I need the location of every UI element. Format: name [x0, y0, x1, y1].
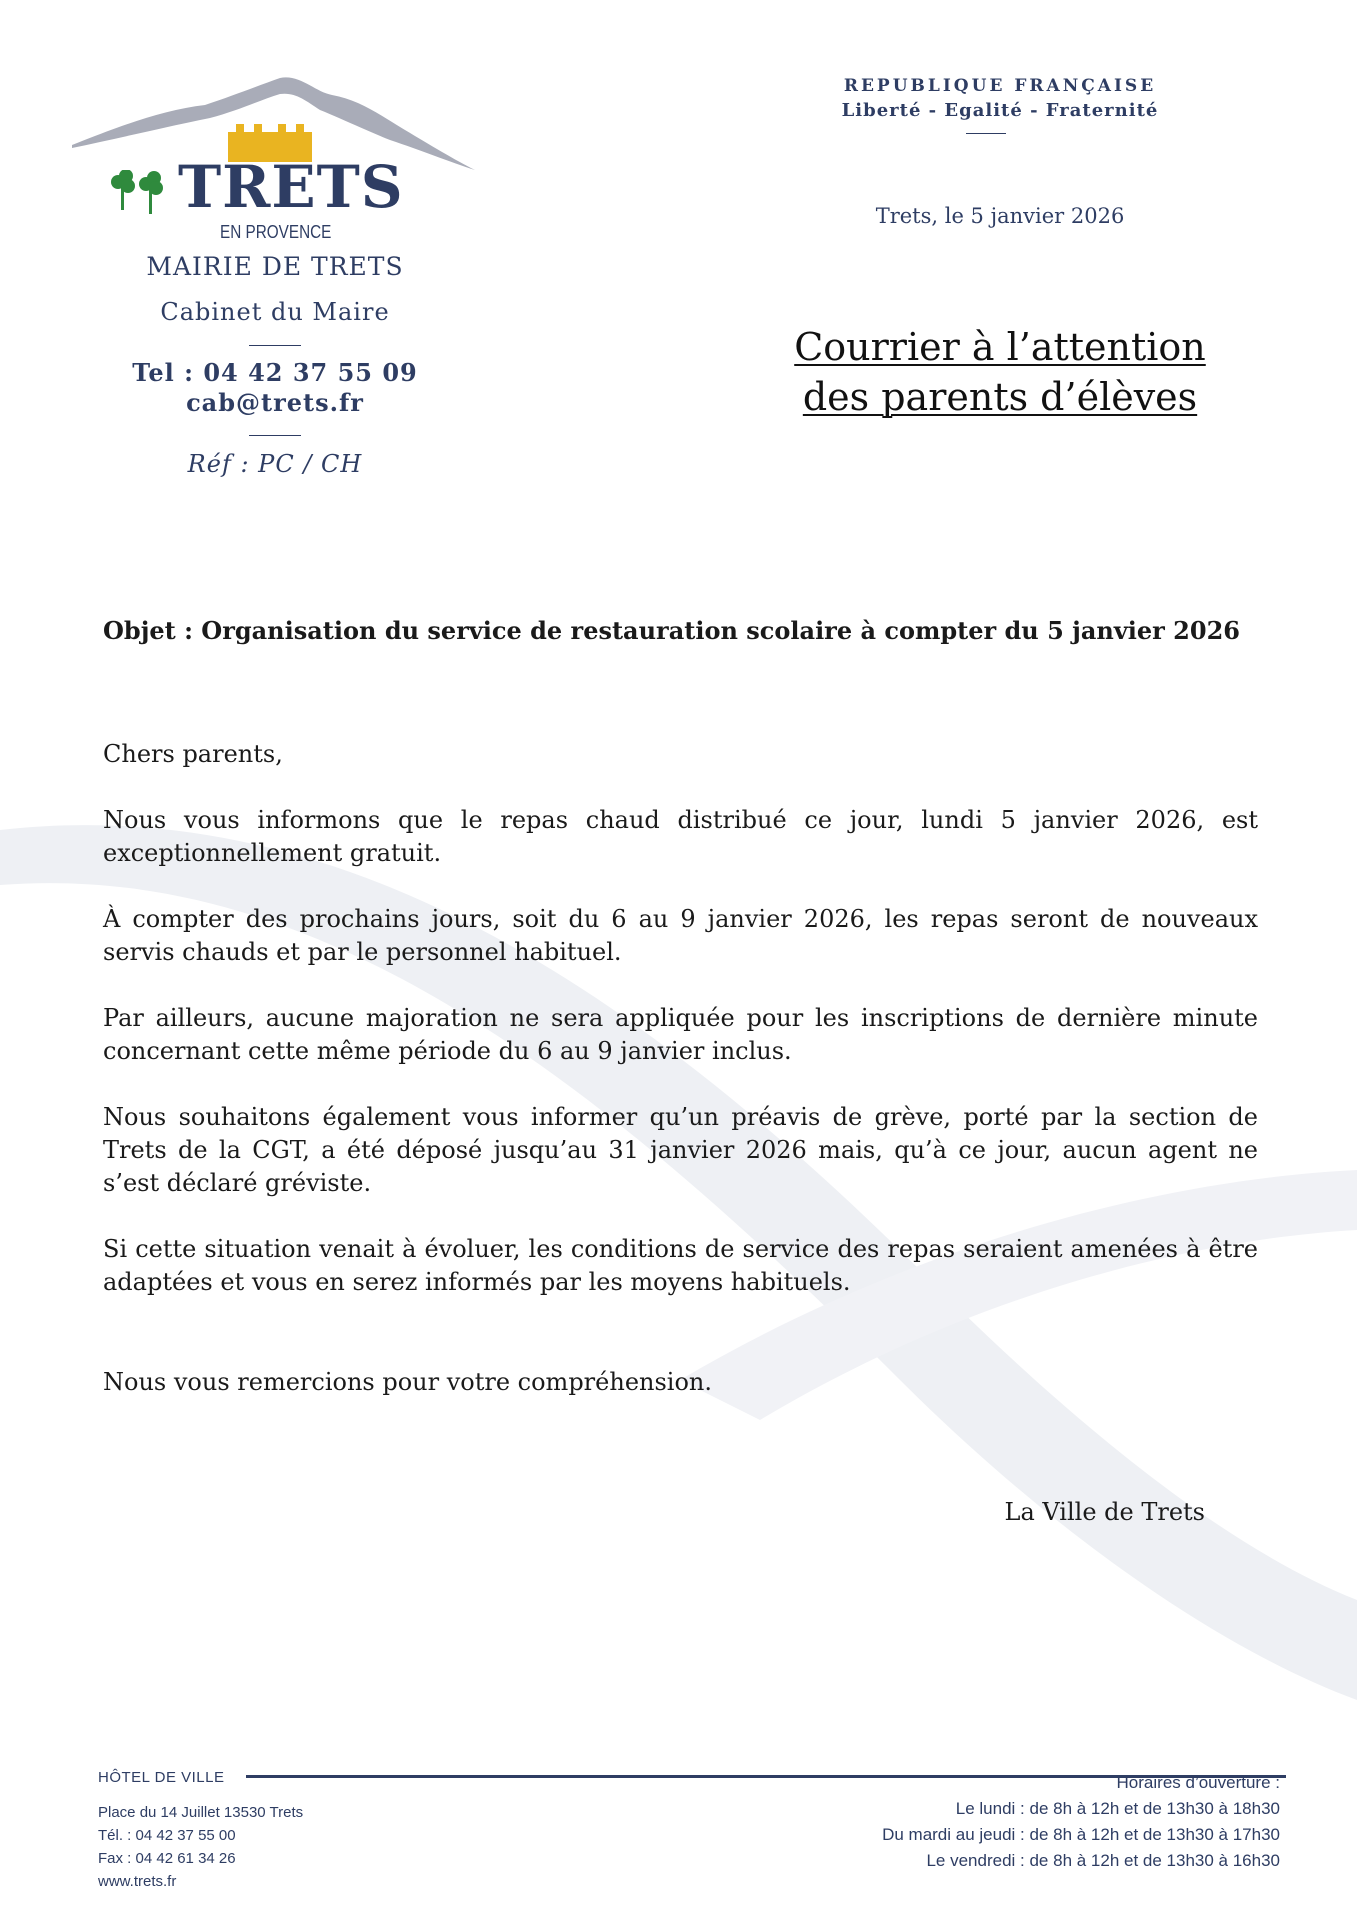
hours-line: Du mardi au jeudi : de 8h à 12h et de 13h30 à 17h30 [882, 1825, 1280, 1844]
letter-paragraph: Par ailleurs, aucune majoration ne sera appliquée pour les inscriptions de dernière minute concernant cette même période du 6 au 9 janvier inclus. [103, 1004, 1258, 1065]
footer-phone: Tél. : 04 42 37 55 00 [98, 1827, 236, 1844]
footer-opening-hours [760, 1770, 1280, 1874]
letter-greeting: Chers parents, [103, 740, 283, 768]
trets-logo [70, 70, 480, 250]
letter-closing: Nous vous remercions pour votre compréhension. [103, 1368, 712, 1396]
addressee-heading [760, 322, 1240, 422]
divider [249, 435, 301, 436]
mairie-name: MAIRIE DE TRETS [146, 252, 404, 281]
footer-website-link[interactable]: www.trets.fr [98, 1873, 177, 1890]
logo-title: TRETS [178, 153, 404, 221]
letter-subject: Objet : Organisation du service de restauration scolaire à compter du 5 janvier 2026 [103, 616, 1240, 645]
hours-line: Le lundi : de 8h à 12h et de 13h30 à 18h30 [955, 1799, 1280, 1818]
footer-fax: Fax : 04 42 61 34 26 [98, 1850, 236, 1867]
hours-title: Horaires d’ouverture : [1116, 1773, 1280, 1792]
republic-motto: Liberté - Egalité - Fraternité [841, 100, 1159, 121]
letter-signature: La Ville de Trets [1004, 1498, 1205, 1526]
divider [966, 133, 1006, 134]
reference: Réf : PC / CH [187, 450, 363, 478]
clover-icon [106, 170, 166, 220]
hours-line: Le vendredi : de 8h à 12h et de 13h30 à 16h30 [926, 1851, 1280, 1870]
letter-date: Trets, le 5 janvier 2026 [875, 204, 1125, 228]
cabinet-name: Cabinet du Maire [160, 298, 390, 326]
addressee-line-2: des parents d’élèves [802, 375, 1198, 419]
footer-address: Place du 14 Juillet 13530 Trets [98, 1804, 304, 1821]
letter-paragraph: Si cette situation venait à évoluer, les conditions de service des repas seraient amenées à être adaptées et vous en serez informés par les moyens habituels. [103, 1235, 1258, 1296]
footer-contact [98, 1801, 303, 1893]
divider [249, 345, 301, 346]
footer-hotel-title: HÔTEL DE VILLE [98, 1769, 225, 1786]
phone-number: Tel : 04 42 37 55 09 [132, 358, 418, 387]
republic-title: REPUBLIQUE FRANÇAISE [843, 76, 1157, 96]
letter-paragraph: Nous souhaitons également vous informer qu’un préavis de grève, porté par la section de Trets de la CGT, a été déposé jusqu’au 31 janvier 2026 mais, qu’à ce jour, aucun agent ne s’est déclaré gréviste. [103, 1103, 1258, 1197]
letter-paragraph: Nous vous informons que le repas chaud distribué ce jour, lundi 5 janvier 2026, est exceptionnellement gratuit. [103, 806, 1258, 867]
email-address: cab@trets.fr [186, 388, 364, 417]
addressee-line-1: Courrier à l’attention [794, 325, 1206, 369]
logo-subtitle: EN PROVENCE [220, 222, 332, 242]
letter-paragraph: À compter des prochains jours, soit du 6 au 9 janvier 2026, les repas seront de nouveaux servis chauds et par le personnel habituel. [103, 905, 1258, 966]
